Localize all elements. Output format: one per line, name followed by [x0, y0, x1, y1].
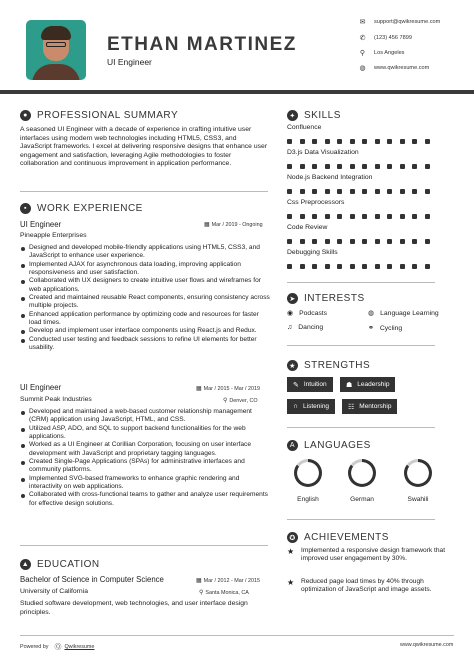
skill-name: Node.js Backend Integration: [287, 174, 373, 181]
list-item: Collaborated with UX designers to create intuitive user flows and wireframes for web applications.: [20, 277, 270, 294]
skill-dot: [400, 189, 405, 194]
list-item: Implemented SVG-based frameworks to enhance graphic rendering and interactivity on web applications.: [20, 475, 272, 492]
skill-dot: [425, 264, 430, 269]
skill-dot: [300, 214, 305, 219]
list-item: Develop and implement user interface components using React.js and Redux.: [20, 327, 270, 335]
skill-dot: [350, 214, 355, 219]
company-name: Pineapple Enterprises: [20, 232, 87, 239]
language-ring: [348, 459, 376, 487]
skill-rating: [287, 139, 430, 144]
achievement-item: Reduced page load times by 40% through optimization of JavaScript and image assets.: [301, 578, 432, 594]
skill-dot: [325, 139, 330, 144]
skill-name: Confluence: [287, 124, 322, 131]
skill-dot: [287, 264, 292, 269]
skill-dot: [312, 164, 317, 169]
skill-dot: [387, 214, 392, 219]
skill-dot: [350, 139, 355, 144]
skill-dot: [425, 139, 430, 144]
skill-dot: [287, 214, 292, 219]
list-item: Enhanced application performance by optimizing code and resources for faster load times.: [20, 311, 270, 328]
skill-dot: [412, 214, 417, 219]
headphones-icon: ∩: [293, 403, 299, 410]
skill-dot: [337, 239, 342, 244]
skill-rating: [287, 189, 430, 194]
header-divider: [0, 90, 474, 94]
skill-dot: [387, 139, 392, 144]
skill-name: D3.js Data Visualization: [287, 149, 359, 156]
profile-photo: [26, 20, 86, 80]
school-name: University of California: [20, 588, 88, 595]
skill-rating: [287, 164, 430, 169]
education-heading: ▲ EDUCATION: [21, 559, 100, 570]
calendar-icon: ▦: [204, 222, 210, 228]
skill-name: Code Review: [287, 224, 328, 231]
strength-tag: ∩ Listening: [287, 399, 335, 414]
contact-phone[interactable]: ✆ (123) 456 7899: [359, 35, 412, 42]
skill-dot: [300, 164, 305, 169]
skill-dot: [412, 264, 417, 269]
skill-row: [287, 149, 437, 174]
skill-name: Debugging Skills: [287, 249, 338, 256]
list-item: Implemented AJAX for asynchronous data loading, improving application responsiveness and user satisfaction.: [20, 261, 270, 278]
contact-location: ⚲ Los Angeles: [359, 50, 405, 57]
skill-dot: [425, 189, 430, 194]
language-ring: [294, 459, 322, 487]
skill-dot: [287, 164, 292, 169]
language-ring: [404, 459, 432, 487]
divider: [287, 519, 435, 520]
globe-icon: ◍: [359, 65, 366, 72]
candidate-name: ETHAN MARTINEZ: [107, 34, 297, 55]
strengths-heading: ★ STRENGTHS: [287, 360, 370, 371]
email-icon: ✉: [359, 19, 366, 26]
medal-icon: ✪: [287, 532, 298, 543]
skill-row: [287, 224, 437, 249]
user-icon: ●: [20, 110, 31, 121]
skill-dot: [375, 164, 380, 169]
skill-dot: [325, 189, 330, 194]
skill-rating: [287, 239, 430, 244]
summary-text: A seasoned UI Engineer with a decade of experience in crafting intuitive user interfaces using modern web technologies including HTML5, CSS3, and JavaScript frameworks. I excel at delivering responsive designs that enhance user engagement and satisfaction, leveraging Agile methodologies to foster collaboration and continuous improvement in application performance.: [20, 126, 268, 168]
skill-dot: [337, 139, 342, 144]
skill-dot: [412, 239, 417, 244]
skill-dot: [387, 164, 392, 169]
skill-row: [287, 249, 437, 274]
skill-dot: [362, 189, 367, 194]
skill-dot: [300, 264, 305, 269]
lightbulb-icon: ✦: [287, 110, 298, 121]
education-text: Studied software development, web technologies, and user interface design principles.: [20, 600, 248, 616]
skill-dot: [325, 164, 330, 169]
divider: [20, 545, 268, 546]
skill-dot: [350, 189, 355, 194]
skill-dot: [375, 189, 380, 194]
list-item: Designed and developed mobile-friendly applications using HTML5, CSS3, and JavaScript to enhance user experience.: [20, 244, 270, 261]
job-dates: ▦ Mar / 2015 - Mar / 2019: [196, 385, 260, 392]
skill-dot: [412, 139, 417, 144]
job-location: ⚲ Denver, CO: [223, 397, 258, 404]
list-item: Developed and maintained a web-based customer relationship management (CRM) application using JavaScript, HTML, and CSS.: [20, 408, 272, 425]
podcast-icon: ◉: [287, 310, 294, 317]
language-label: Swahili: [407, 496, 429, 503]
skill-dot: [350, 164, 355, 169]
footer-brand-link[interactable]: Qwikresume: [64, 644, 95, 650]
interests-heading: ➤ INTERESTS: [287, 293, 365, 304]
summary-heading: ● PROFESSIONAL SUMMARY: [20, 110, 178, 121]
skill-dot: [400, 139, 405, 144]
footer-powered: Powered by Ⓠ Qwikresume: [20, 644, 95, 651]
divider: [20, 191, 268, 192]
skill-dot: [400, 239, 405, 244]
skill-dot: [300, 239, 305, 244]
skill-rating: [287, 264, 430, 269]
skill-dot: [362, 264, 367, 269]
skills-heading: ✦ SKILLS: [287, 110, 341, 121]
candidate-role: UI Engineer: [107, 57, 152, 67]
skill-dot: [350, 239, 355, 244]
phone-icon: ✆: [359, 35, 366, 42]
job-bullets: [20, 408, 272, 508]
language-item: [393, 459, 443, 503]
education-dates: ▦ Mar / 2012 - Mar / 2015: [196, 577, 260, 584]
skill-dot: [375, 214, 380, 219]
company-name: Summit Peak Industries: [20, 396, 92, 403]
language-item: [337, 459, 387, 503]
skill-rating: [287, 214, 430, 219]
briefcase-icon: ▪: [20, 203, 31, 214]
skill-row: [287, 199, 437, 224]
skill-dot: [312, 239, 317, 244]
skill-dot: [337, 264, 342, 269]
skill-dot: [400, 214, 405, 219]
achievement-star-icon: ★: [287, 547, 295, 556]
trophy-icon: ★: [287, 360, 298, 371]
skill-dot: [375, 264, 380, 269]
list-item: Conducted user testing and feedback sessions to refine UI elements for better usability.: [20, 336, 270, 353]
degree-title: Bachelor of Science in Computer Science: [20, 575, 164, 584]
footer-divider: [20, 635, 454, 636]
location-pin-icon: ⚲: [223, 398, 228, 404]
achievements-heading: ✪ ACHIEVEMENTS: [287, 532, 389, 543]
skill-dot: [425, 214, 430, 219]
skill-dot: [312, 139, 317, 144]
education-location: ⚲ Santa Monica, CA: [199, 589, 249, 596]
skill-dot: [350, 264, 355, 269]
skill-dot: [287, 189, 292, 194]
skill-dot: [412, 164, 417, 169]
skill-dot: [387, 189, 392, 194]
magic-wand-icon: ✎: [293, 381, 299, 389]
list-item: Created Single-Page Applications (SPAs) for administrative interfaces and community platforms.: [20, 458, 272, 475]
divider: [287, 345, 435, 346]
skill-dot: [300, 189, 305, 194]
achievement-item: Implemented a responsive design framework that improved user engagement by 30%.: [301, 547, 446, 563]
job-title: UI Engineer: [20, 220, 62, 229]
skill-dot: [412, 189, 417, 194]
language-label: English: [297, 496, 319, 503]
languages-heading: A LANGUAGES: [287, 440, 371, 451]
skill-dot: [375, 239, 380, 244]
users-icon: ☗: [346, 381, 353, 389]
contact-website[interactable]: ◍ www.qwikresume.com: [359, 65, 430, 72]
job-title: UI Engineer: [20, 383, 62, 392]
achievement-star-icon: ★: [287, 578, 295, 587]
calendar-icon: ▦: [196, 578, 202, 584]
footer-website[interactable]: www.qwikresume.com: [400, 642, 454, 648]
skill-name: Css Preprocessors: [287, 199, 345, 206]
contact-email[interactable]: ✉ support@qwikresume.com: [359, 19, 441, 26]
skill-dot: [387, 264, 392, 269]
location-pin-icon: ⚲: [199, 590, 204, 596]
skill-dot: [337, 189, 342, 194]
qwikresume-logo-icon: Ⓠ: [54, 644, 62, 651]
skill-dot: [337, 214, 342, 219]
experience-heading: ▪ WORK EXPERIENCE: [20, 203, 143, 214]
skill-dot: [362, 214, 367, 219]
skill-dot: [325, 214, 330, 219]
skill-dot: [337, 164, 342, 169]
language-icon: A: [287, 440, 298, 451]
skill-dot: [325, 239, 330, 244]
divider: [287, 282, 435, 283]
divider: [287, 427, 435, 428]
skill-dot: [362, 139, 367, 144]
mentor-icon: ☷: [348, 403, 355, 411]
skills-list: [287, 124, 437, 274]
calendar-icon: ▦: [196, 386, 202, 392]
skill-dot: [425, 239, 430, 244]
strength-tag: ☷ Mentorship: [342, 399, 397, 414]
bicycle-icon: ⚭: [368, 325, 374, 332]
skill-dot: [312, 264, 317, 269]
skill-dot: [375, 139, 380, 144]
language-label: German: [350, 496, 374, 503]
location-pin-icon: ⚲: [359, 50, 366, 57]
globe-icon: ◍: [368, 310, 375, 317]
skill-dot: [362, 164, 367, 169]
interest-item: ♫ Dancing: [287, 324, 324, 331]
rocket-icon: ➤: [287, 293, 298, 304]
skill-dot: [287, 139, 292, 144]
skill-dot: [387, 239, 392, 244]
job-bullets: [20, 244, 270, 352]
dancing-icon: ♫: [287, 324, 293, 331]
skill-dot: [400, 264, 405, 269]
strength-tag: ☗ Leadership: [340, 377, 395, 392]
skill-dot: [400, 164, 405, 169]
skill-dot: [362, 239, 367, 244]
strength-tag: ✎ Intuition: [287, 377, 333, 392]
skill-dot: [287, 239, 292, 244]
interest-item: ⚭ Cycling: [368, 324, 403, 332]
skill-dot: [325, 264, 330, 269]
interest-item: ◍ Language Learning: [368, 309, 439, 317]
skill-dot: [425, 164, 430, 169]
job-dates: ▦ Mar / 2019 - Ongoing: [204, 221, 263, 228]
interest-item: ◉ Podcasts: [287, 309, 328, 317]
skill-dot: [300, 139, 305, 144]
graduation-cap-icon: ▲: [21, 561, 30, 568]
list-item: Utilized ASP, ADO, and SQL to support backend functionalities for the web applications.: [20, 425, 272, 442]
skill-dot: [312, 189, 317, 194]
list-item: Created and maintained reusable React components, ensuring consistency across multiple projects.: [20, 294, 270, 311]
skill-dot: [312, 214, 317, 219]
skill-row: [287, 174, 437, 199]
language-item: [283, 459, 333, 503]
list-item: Worked as a UI Engineer at Corillian Corporation, focusing on user interface development with JavaScript and proprietary tagging languages.: [20, 441, 272, 458]
skill-row: [287, 124, 437, 149]
list-item: Collaborated with cross-functional teams to gather and analyze user requirements for effective design solutions.: [20, 491, 272, 508]
